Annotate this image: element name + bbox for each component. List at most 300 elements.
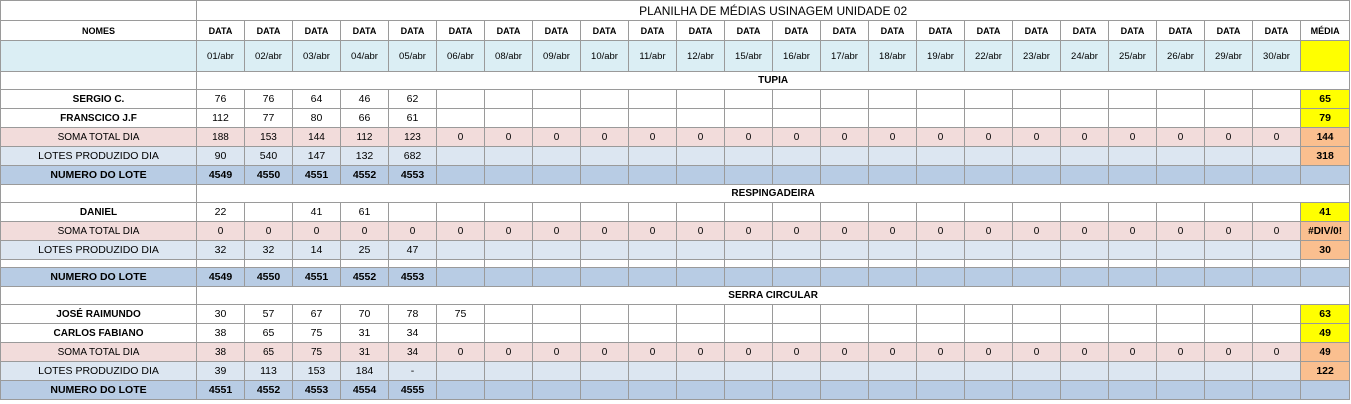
value-cell[interactable] xyxy=(581,109,629,128)
value-cell[interactable] xyxy=(917,362,965,381)
value-cell[interactable] xyxy=(1061,147,1109,166)
value-cell[interactable] xyxy=(677,109,725,128)
media-cell[interactable]: 49 xyxy=(1301,324,1350,343)
value-cell[interactable] xyxy=(485,324,533,343)
value-cell[interactable] xyxy=(1157,203,1205,222)
media-cell[interactable]: 63 xyxy=(1301,305,1350,324)
value-cell[interactable] xyxy=(581,241,629,260)
value-cell[interactable] xyxy=(773,166,821,185)
value-cell[interactable] xyxy=(1253,362,1301,381)
header-data-label[interactable]: DATA xyxy=(1253,21,1301,41)
value-cell[interactable]: 0 xyxy=(1205,343,1253,362)
value-cell[interactable]: 4551 xyxy=(293,268,341,287)
header-data-label[interactable]: DATA xyxy=(725,21,773,41)
value-cell[interactable] xyxy=(1061,362,1109,381)
value-cell[interactable] xyxy=(1061,90,1109,109)
value-cell[interactable] xyxy=(1109,203,1157,222)
section-blank-cell[interactable] xyxy=(1,185,197,203)
value-cell[interactable] xyxy=(485,381,533,400)
value-cell[interactable]: 4553 xyxy=(389,268,437,287)
value-cell[interactable] xyxy=(437,109,485,128)
header-data-label[interactable]: DATA xyxy=(821,21,869,41)
value-cell[interactable] xyxy=(533,362,581,381)
row-label[interactable]: LOTES PRODUZIDO DIA xyxy=(1,241,197,260)
value-cell[interactable]: 0 xyxy=(965,128,1013,147)
value-cell[interactable] xyxy=(485,241,533,260)
value-cell[interactable]: 0 xyxy=(1253,343,1301,362)
value-cell[interactable]: 0 xyxy=(917,343,965,362)
row-label[interactable]: NUMERO DO LOTE xyxy=(1,166,197,185)
value-cell[interactable]: 34 xyxy=(389,343,437,362)
value-cell[interactable] xyxy=(725,241,773,260)
value-cell[interactable] xyxy=(1253,203,1301,222)
value-cell[interactable]: 0 xyxy=(629,128,677,147)
value-cell[interactable]: 57 xyxy=(245,305,293,324)
value-cell[interactable] xyxy=(773,305,821,324)
date-cell[interactable]: 15/abr xyxy=(725,41,773,72)
spacer-cell[interactable] xyxy=(917,260,965,268)
value-cell[interactable] xyxy=(1157,381,1205,400)
value-cell[interactable] xyxy=(677,166,725,185)
value-cell[interactable] xyxy=(725,203,773,222)
value-cell[interactable]: 25 xyxy=(341,241,389,260)
value-cell[interactable] xyxy=(821,90,869,109)
value-cell[interactable]: 0 xyxy=(485,343,533,362)
value-cell[interactable] xyxy=(1205,324,1253,343)
spacer-cell[interactable] xyxy=(581,260,629,268)
section-blank-cell[interactable] xyxy=(1,72,197,90)
value-cell[interactable] xyxy=(629,147,677,166)
value-cell[interactable]: 132 xyxy=(341,147,389,166)
value-cell[interactable] xyxy=(677,381,725,400)
value-cell[interactable]: 540 xyxy=(245,147,293,166)
value-cell[interactable] xyxy=(629,109,677,128)
header-data-label[interactable]: DATA xyxy=(1013,21,1061,41)
value-cell[interactable] xyxy=(821,324,869,343)
value-cell[interactable]: 0 xyxy=(1205,222,1253,241)
date-cell[interactable]: 11/abr xyxy=(629,41,677,72)
value-cell[interactable] xyxy=(1013,203,1061,222)
value-cell[interactable] xyxy=(869,362,917,381)
media-cell[interactable]: 49 xyxy=(1301,343,1350,362)
row-label[interactable]: SOMA TOTAL DIA xyxy=(1,128,197,147)
header-data-label[interactable]: DATA xyxy=(869,21,917,41)
spacer-cell[interactable] xyxy=(965,260,1013,268)
value-cell[interactable] xyxy=(869,109,917,128)
value-cell[interactable] xyxy=(1253,324,1301,343)
media-cell[interactable] xyxy=(1301,268,1350,287)
value-cell[interactable] xyxy=(1013,241,1061,260)
value-cell[interactable]: 66 xyxy=(341,109,389,128)
spacer-cell[interactable] xyxy=(869,260,917,268)
media-cell[interactable]: 65 xyxy=(1301,90,1350,109)
value-cell[interactable] xyxy=(437,362,485,381)
value-cell[interactable]: 38 xyxy=(197,343,245,362)
spacer-cell[interactable] xyxy=(293,260,341,268)
header-nomes-blank[interactable] xyxy=(1,41,197,72)
date-cell[interactable]: 08/abr xyxy=(485,41,533,72)
value-cell[interactable]: 0 xyxy=(437,128,485,147)
value-cell[interactable] xyxy=(869,324,917,343)
value-cell[interactable]: 4549 xyxy=(197,166,245,185)
value-cell[interactable] xyxy=(437,166,485,185)
value-cell[interactable]: 46 xyxy=(341,90,389,109)
value-cell[interactable] xyxy=(1013,166,1061,185)
value-cell[interactable] xyxy=(1205,381,1253,400)
value-cell[interactable] xyxy=(1205,268,1253,287)
header-data-label[interactable]: DATA xyxy=(341,21,389,41)
header-data-label[interactable]: DATA xyxy=(629,21,677,41)
section-title[interactable]: SERRA CIRCULAR xyxy=(197,287,1350,305)
value-cell[interactable]: 31 xyxy=(341,343,389,362)
value-cell[interactable] xyxy=(437,90,485,109)
media-cell[interactable]: 122 xyxy=(1301,362,1350,381)
value-cell[interactable] xyxy=(965,305,1013,324)
value-cell[interactable]: 78 xyxy=(389,305,437,324)
value-cell[interactable]: 0 xyxy=(917,222,965,241)
value-cell[interactable]: 0 xyxy=(1157,222,1205,241)
header-data-label[interactable]: DATA xyxy=(773,21,821,41)
header-data-label[interactable]: DATA xyxy=(965,21,1013,41)
value-cell[interactable]: 0 xyxy=(725,222,773,241)
value-cell[interactable]: 4553 xyxy=(389,166,437,185)
value-cell[interactable] xyxy=(533,381,581,400)
date-cell[interactable]: 17/abr xyxy=(821,41,869,72)
header-nomes[interactable]: NOMES xyxy=(1,21,197,41)
value-cell[interactable] xyxy=(773,109,821,128)
date-cell[interactable]: 23/abr xyxy=(1013,41,1061,72)
value-cell[interactable] xyxy=(725,90,773,109)
value-cell[interactable]: 0 xyxy=(677,222,725,241)
media-cell[interactable]: 79 xyxy=(1301,109,1350,128)
value-cell[interactable]: 77 xyxy=(245,109,293,128)
date-cell[interactable]: 22/abr xyxy=(965,41,1013,72)
value-cell[interactable] xyxy=(1013,324,1061,343)
row-label[interactable]: JOSÉ RAIMUNDO xyxy=(1,305,197,324)
value-cell[interactable]: 0 xyxy=(533,222,581,241)
value-cell[interactable] xyxy=(869,268,917,287)
value-cell[interactable] xyxy=(581,90,629,109)
row-label[interactable]: SERGIO C. xyxy=(1,90,197,109)
date-cell[interactable]: 10/abr xyxy=(581,41,629,72)
value-cell[interactable] xyxy=(437,268,485,287)
date-cell[interactable]: 18/abr xyxy=(869,41,917,72)
value-cell[interactable] xyxy=(629,166,677,185)
date-cell[interactable]: 19/abr xyxy=(917,41,965,72)
value-cell[interactable] xyxy=(869,241,917,260)
header-data-label[interactable]: DATA xyxy=(1061,21,1109,41)
value-cell[interactable]: 0 xyxy=(485,222,533,241)
spacer-cell[interactable] xyxy=(725,260,773,268)
header-data-label[interactable]: DATA xyxy=(917,21,965,41)
value-cell[interactable] xyxy=(773,203,821,222)
value-cell[interactable] xyxy=(917,166,965,185)
value-cell[interactable]: 75 xyxy=(293,343,341,362)
value-cell[interactable]: 0 xyxy=(485,128,533,147)
value-cell[interactable] xyxy=(1013,362,1061,381)
value-cell[interactable]: 0 xyxy=(1253,128,1301,147)
header-data-label[interactable]: DATA xyxy=(677,21,725,41)
media-cell[interactable]: #DIV/0! xyxy=(1301,222,1350,241)
value-cell[interactable]: 22 xyxy=(197,203,245,222)
value-cell[interactable] xyxy=(1205,166,1253,185)
value-cell[interactable]: 4549 xyxy=(197,268,245,287)
value-cell[interactable]: 75 xyxy=(293,324,341,343)
value-cell[interactable] xyxy=(725,268,773,287)
value-cell[interactable] xyxy=(1109,166,1157,185)
value-cell[interactable] xyxy=(917,109,965,128)
value-cell[interactable]: 0 xyxy=(1013,222,1061,241)
value-cell[interactable] xyxy=(1061,203,1109,222)
value-cell[interactable] xyxy=(965,324,1013,343)
media-cell[interactable]: 144 xyxy=(1301,128,1350,147)
value-cell[interactable] xyxy=(1253,147,1301,166)
value-cell[interactable] xyxy=(965,90,1013,109)
corner-cell[interactable] xyxy=(1,1,197,21)
value-cell[interactable] xyxy=(1061,305,1109,324)
value-cell[interactable]: 0 xyxy=(1253,222,1301,241)
header-data-label[interactable]: DATA xyxy=(437,21,485,41)
spacer-cell[interactable] xyxy=(197,260,245,268)
value-cell[interactable] xyxy=(677,268,725,287)
value-cell[interactable] xyxy=(533,109,581,128)
section-blank-cell[interactable] xyxy=(1,287,197,305)
media-cell[interactable] xyxy=(1301,166,1350,185)
value-cell[interactable] xyxy=(1109,268,1157,287)
value-cell[interactable] xyxy=(773,381,821,400)
header-data-label[interactable]: DATA xyxy=(293,21,341,41)
value-cell[interactable] xyxy=(1205,109,1253,128)
value-cell[interactable] xyxy=(821,362,869,381)
value-cell[interactable] xyxy=(1253,268,1301,287)
value-cell[interactable] xyxy=(1205,90,1253,109)
value-cell[interactable]: 0 xyxy=(1157,128,1205,147)
value-cell[interactable] xyxy=(773,324,821,343)
value-cell[interactable]: 32 xyxy=(197,241,245,260)
row-label[interactable]: CARLOS FABIANO xyxy=(1,324,197,343)
value-cell[interactable]: 0 xyxy=(677,343,725,362)
value-cell[interactable] xyxy=(965,203,1013,222)
value-cell[interactable] xyxy=(629,241,677,260)
value-cell[interactable] xyxy=(581,324,629,343)
value-cell[interactable] xyxy=(821,241,869,260)
section-title[interactable]: RESPINGADEIRA xyxy=(197,185,1350,203)
value-cell[interactable] xyxy=(677,362,725,381)
value-cell[interactable]: 4552 xyxy=(341,268,389,287)
value-cell[interactable] xyxy=(773,90,821,109)
value-cell[interactable]: 0 xyxy=(533,128,581,147)
header-data-label[interactable]: DATA xyxy=(1157,21,1205,41)
spacer-cell[interactable] xyxy=(677,260,725,268)
header-data-label[interactable]: DATA xyxy=(245,21,293,41)
value-cell[interactable] xyxy=(725,324,773,343)
value-cell[interactable] xyxy=(821,381,869,400)
header-data-label[interactable]: DATA xyxy=(1205,21,1253,41)
value-cell[interactable]: 47 xyxy=(389,241,437,260)
value-cell[interactable] xyxy=(1205,241,1253,260)
value-cell[interactable] xyxy=(1109,109,1157,128)
value-cell[interactable] xyxy=(1061,166,1109,185)
value-cell[interactable]: 0 xyxy=(965,222,1013,241)
spacer-cell[interactable] xyxy=(341,260,389,268)
value-cell[interactable] xyxy=(773,362,821,381)
value-cell[interactable] xyxy=(629,381,677,400)
header-data-label[interactable]: DATA xyxy=(389,21,437,41)
value-cell[interactable] xyxy=(1013,268,1061,287)
value-cell[interactable] xyxy=(965,166,1013,185)
value-cell[interactable]: 0 xyxy=(581,128,629,147)
value-cell[interactable] xyxy=(1157,362,1205,381)
value-cell[interactable] xyxy=(725,362,773,381)
value-cell[interactable]: 4550 xyxy=(245,166,293,185)
value-cell[interactable]: 4550 xyxy=(245,268,293,287)
spacer-cell[interactable] xyxy=(1253,260,1301,268)
value-cell[interactable] xyxy=(245,203,293,222)
value-cell[interactable]: 14 xyxy=(293,241,341,260)
value-cell[interactable] xyxy=(581,362,629,381)
value-cell[interactable]: 153 xyxy=(245,128,293,147)
value-cell[interactable]: 0 xyxy=(629,222,677,241)
value-cell[interactable]: 4555 xyxy=(389,381,437,400)
header-data-label[interactable]: DATA xyxy=(485,21,533,41)
sheet-title[interactable]: PLANILHA DE MÉDIAS USINAGEM UNIDADE 02 xyxy=(197,1,1350,21)
value-cell[interactable]: 67 xyxy=(293,305,341,324)
value-cell[interactable] xyxy=(533,90,581,109)
value-cell[interactable]: 112 xyxy=(197,109,245,128)
media-cell[interactable]: 41 xyxy=(1301,203,1350,222)
value-cell[interactable]: 65 xyxy=(245,343,293,362)
value-cell[interactable]: 62 xyxy=(389,90,437,109)
value-cell[interactable]: 4553 xyxy=(293,381,341,400)
value-cell[interactable]: 0 xyxy=(725,128,773,147)
value-cell[interactable] xyxy=(725,166,773,185)
date-cell[interactable]: 09/abr xyxy=(533,41,581,72)
value-cell[interactable]: 41 xyxy=(293,203,341,222)
value-cell[interactable]: 4552 xyxy=(341,166,389,185)
value-cell[interactable]: 39 xyxy=(197,362,245,381)
spacer-cell[interactable] xyxy=(533,260,581,268)
value-cell[interactable] xyxy=(1109,147,1157,166)
value-cell[interactable]: 0 xyxy=(773,343,821,362)
date-cell[interactable]: 01/abr xyxy=(197,41,245,72)
value-cell[interactable] xyxy=(917,381,965,400)
value-cell[interactable] xyxy=(773,268,821,287)
value-cell[interactable] xyxy=(485,362,533,381)
value-cell[interactable]: 0 xyxy=(293,222,341,241)
value-cell[interactable]: 0 xyxy=(197,222,245,241)
media-header-blank[interactable] xyxy=(1301,41,1350,72)
date-cell[interactable]: 05/abr xyxy=(389,41,437,72)
value-cell[interactable]: 0 xyxy=(341,222,389,241)
row-label[interactable]: LOTES PRODUZIDO DIA xyxy=(1,147,197,166)
spacer-cell[interactable] xyxy=(485,260,533,268)
value-cell[interactable] xyxy=(533,166,581,185)
date-cell[interactable]: 29/abr xyxy=(1205,41,1253,72)
value-cell[interactable] xyxy=(1205,147,1253,166)
value-cell[interactable]: 113 xyxy=(245,362,293,381)
value-cell[interactable]: 0 xyxy=(533,343,581,362)
value-cell[interactable] xyxy=(1157,324,1205,343)
value-cell[interactable] xyxy=(917,241,965,260)
value-cell[interactable]: 4551 xyxy=(197,381,245,400)
value-cell[interactable]: 4551 xyxy=(293,166,341,185)
value-cell[interactable] xyxy=(1157,166,1205,185)
value-cell[interactable]: 0 xyxy=(725,343,773,362)
value-cell[interactable] xyxy=(1109,241,1157,260)
value-cell[interactable]: 90 xyxy=(197,147,245,166)
row-label[interactable]: NUMERO DO LOTE xyxy=(1,268,197,287)
value-cell[interactable]: 0 xyxy=(821,128,869,147)
value-cell[interactable] xyxy=(869,203,917,222)
value-cell[interactable]: 4552 xyxy=(245,381,293,400)
value-cell[interactable] xyxy=(773,241,821,260)
value-cell[interactable]: 70 xyxy=(341,305,389,324)
value-cell[interactable]: 76 xyxy=(245,90,293,109)
value-cell[interactable] xyxy=(629,305,677,324)
value-cell[interactable] xyxy=(1013,305,1061,324)
value-cell[interactable]: 0 xyxy=(1013,128,1061,147)
media-cell[interactable]: 318 xyxy=(1301,147,1350,166)
value-cell[interactable] xyxy=(677,241,725,260)
media-cell[interactable] xyxy=(1301,381,1350,400)
value-cell[interactable] xyxy=(1013,381,1061,400)
spacer-cell[interactable] xyxy=(1013,260,1061,268)
value-cell[interactable]: 0 xyxy=(773,222,821,241)
row-label[interactable]: DANIEL xyxy=(1,203,197,222)
value-cell[interactable]: 0 xyxy=(245,222,293,241)
value-cell[interactable] xyxy=(581,166,629,185)
value-cell[interactable]: 0 xyxy=(773,128,821,147)
row-label[interactable]: LOTES PRODUZIDO DIA xyxy=(1,362,197,381)
value-cell[interactable] xyxy=(1157,90,1205,109)
value-cell[interactable] xyxy=(1109,90,1157,109)
date-cell[interactable]: 02/abr xyxy=(245,41,293,72)
value-cell[interactable]: 0 xyxy=(629,343,677,362)
value-cell[interactable] xyxy=(773,147,821,166)
spacer-cell[interactable] xyxy=(389,260,437,268)
value-cell[interactable] xyxy=(533,241,581,260)
value-cell[interactable] xyxy=(629,90,677,109)
row-label[interactable]: SOMA TOTAL DIA xyxy=(1,222,197,241)
value-cell[interactable]: 153 xyxy=(293,362,341,381)
spacer-cell[interactable] xyxy=(437,260,485,268)
value-cell[interactable]: 61 xyxy=(389,109,437,128)
value-cell[interactable] xyxy=(581,147,629,166)
value-cell[interactable] xyxy=(485,305,533,324)
value-cell[interactable] xyxy=(1157,305,1205,324)
section-title[interactable]: TUPIA xyxy=(197,72,1350,90)
date-cell[interactable]: 24/abr xyxy=(1061,41,1109,72)
value-cell[interactable] xyxy=(1109,324,1157,343)
value-cell[interactable] xyxy=(437,381,485,400)
value-cell[interactable]: 61 xyxy=(341,203,389,222)
value-cell[interactable]: 65 xyxy=(245,324,293,343)
value-cell[interactable] xyxy=(1157,241,1205,260)
row-label[interactable]: SOMA TOTAL DIA xyxy=(1,343,197,362)
row-label[interactable]: FRANSCICO J.F xyxy=(1,109,197,128)
value-cell[interactable] xyxy=(677,147,725,166)
header-data-label[interactable]: DATA xyxy=(197,21,245,41)
spacer-cell[interactable] xyxy=(245,260,293,268)
value-cell[interactable] xyxy=(725,147,773,166)
value-cell[interactable] xyxy=(917,305,965,324)
value-cell[interactable]: 0 xyxy=(389,222,437,241)
value-cell[interactable] xyxy=(677,90,725,109)
date-cell[interactable]: 16/abr xyxy=(773,41,821,72)
value-cell[interactable]: 0 xyxy=(1061,343,1109,362)
value-cell[interactable] xyxy=(437,241,485,260)
value-cell[interactable]: 0 xyxy=(965,343,1013,362)
